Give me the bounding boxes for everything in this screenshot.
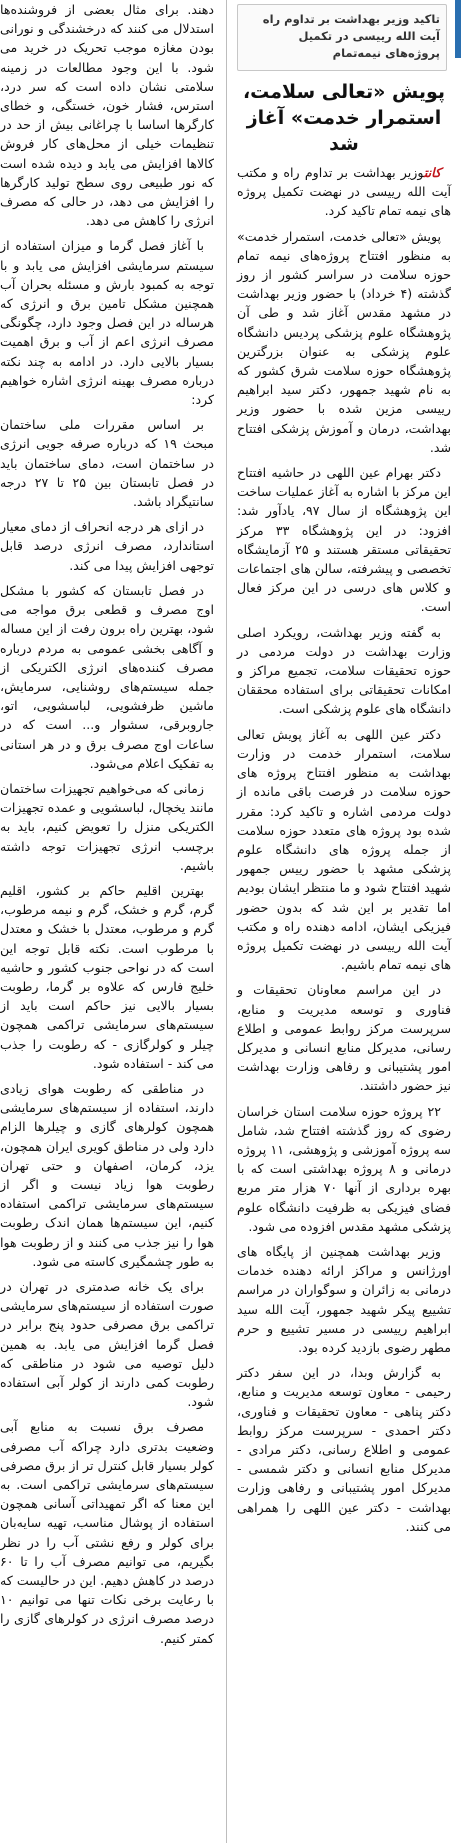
article-paragraph: بهترین اقلیم حاکم بر کشور، اقلیم گرم، گرم و خشک، گرم و نیمه مرطوب، گرم و مرطوب، معتدل با خشک و معتدل با مرطوب است. نکته قابل توجه این است که در نواحی جنوب کشور و حاشیه خلیج فارس که علاوه بر گرما، رطوبت بسیار بالایی نیز حاکم است باید از سیستم‌های سرمایشی تراکمی همچون چیلر و کولرگازی - که رطوبت را جذب می کند - استفاده شود.: [0, 882, 214, 1071]
news-article-column: [231, 0, 461, 1843]
energy-article-column: [0, 0, 218, 1843]
article-paragraph: دکتر بهرام عین اللهی در حاشیه افتتاح این مرکز با اشاره به آغاز عملیات ساخت این پژوهشگاه از سال ۹۷، یادآور شد: افزود: در این پژوهشگاه ۳۳ مرکز تحقیقاتی مستقر هستند و ۲۵ آزمایشگاه تخصصی و پیشرفته، سالن های اجتماعات و کلاس های درسی در این مرکز فعال است.: [237, 465, 452, 615]
article-paragraph: برای یک خانه صدمتری در تهران در صورت استفاده از سیستم‌های سرمایشی تراکمی برق مصرفی حدود پنج برابر در فصل گرما افزایش می یابد. به همین دلیل توصیه می شود در مناطقی که رطوبت کمی دارند از کولر آبی استفاده شود.: [0, 1279, 214, 1410]
article-paragraph: ۲۲ پروژه حوزه سلامت استان خراسان رضوی که روز گذشته افتتاح شد، شامل سه پروژه آموزشی و پژوهشی، ۱۱ پروژه درمانی و ۸ پروژه بهداشتی است که با بهره برداری از آنها ۷۰ هزار متر مربع فضای فیزیکی به ظرفیت دانشگاه علوم پزشکی مشهد مقدس افزوده می شود.: [237, 1103, 451, 1234]
article-lead-text: وزیر بهداشت بر تداوم راه و مکتب آیت الله رییسی در نهضت تکمیل پروژه های نیمه تمام تاکید کرد.: [237, 165, 451, 219]
article-paragraph: در مناطقی که رطوبت هوای زیادی دارند، استفاده از سیستم‌های سرمایشی همچون کولرهای گازی و چیلرها الزام دارد ولی در مناطق کویری ایران همچون، یزد، کرمان، اصفهان و حتی تهران رطوبت هوا زیاد نیست و اگر از سیستم‌های سرمایشی تراکمی استفاده کنیم، این سیستم‌ها همان اندک رطوبت هوا را نیز جذب می کنند و از رطوبت هوا به طور چشمگیری کاسته می شود.: [0, 1080, 214, 1269]
article-paragraph: با آغاز فصل گرما و میزان استفاده از سیستم سرمایشی افزایش می یابد و با توجه به کمبود بارش و مسئله بحران آب همچنین مشکل تامین برق و انرژی که هرساله در این فصل وجود دارد، چگونگی مصرف انرژی اعم از آب و برق اهمیت بسیار بالایی دارد. در ادامه به چند نکته درباره مصرف بهینه انرژی اشاره خواهیم کرد:: [0, 238, 214, 408]
article-lead-paragraph: [237, 163, 451, 221]
article-headline: پویش «تعالی سلامت، استمرار خدمت» آغاز شد: [242, 81, 446, 155]
news-source-tag: کانت: [423, 165, 441, 180]
article-paragraph: در ازای هر درجه انحراف از دمای معیار استاندارد، مصرف انرژی درصد قابل توجهی افزایش پیدا می کند.: [0, 519, 214, 573]
energy-article-body: [0, 0, 214, 1648]
column-divider: [226, 0, 227, 1843]
article-paragraph: مصرف برق نسبت به منابع آبی وضعیت بدتری دارد چراکه آب مصرفی کولر بسیار قابل کنترل تر از برق مصرفی سیستم‌های سرمایشی تراکمی است. به این معنا که اگر تمهیداتی آسانی همچون استفاده از پوشال مناسب، تهیه سایه‌بان برای کولر و رفع نشتی آب را در نظر بگیریم، می توانیم مصرف آب را تا ۶۰ درصد در کاهش دهیم. این در حالیست که با رعایت برخی نکات تنها می توانیم ۱۰ درصد مصرف انرژی در کولرهای گازی را کمتر کنیم.: [0, 1419, 214, 1646]
article-paragraph: دهند. برای مثال بعضی از فروشنده‌ها استدلال می کنند که درخشندگی و نورانی بودن مغازه موجب تحریک در خرید می شود. با این وجود مطالعات در زمینه سلامتی نشان داده است که سر درد، استرس، فشار خون، خستگی، و خطای کارگرها اساسا با چراغانی بیش از حد در تنظیمات خیلی از محل‌های کار فروش کالاها افزایش می یابد و دیده شده است که نور طبیعی روی سطح تولید کارگرها را افزایش می دهد، در حالی که مصرف انرژی را کاهش می دهد.: [0, 2, 214, 229]
article-body: [237, 163, 451, 1536]
section-accent-stripe: [455, 0, 461, 58]
article-paragraph: پویش «تعالی خدمت، استمرار خدمت» به منظور افتتاح پروژه‌های نیمه تمام حوزه سلامت در سراسر کشور از روز گذشته (۴ خرداد) با حضور وزیر بهداشت در مشهد مقدس آغاز شد و طی آن پژوهشگاه علوم پزشکی پردیس دانشگاه علوم پزشکی به عنوان بزرگترین پژوهشگاه حوزه سلامت شرق کشور که به نام شهید جمهور، دکتر سید ابراهیم رییسی مزین شده با حضور وزیر بهداشت، درمان و آموزش پزشکی افتتاح شد.: [237, 228, 451, 455]
article-paragraph: دکتر عین اللهی به آغاز پویش تعالی سلامت، استمرار خدمت در وزارت بهداشت به منظور افتتاح پروژه های حوزه سلامت در فرصت باقی مانده از دولت مردمی اشاره و تاکید کرد: مقرر شده بود پروژه های متعدد حوزه سلامت از جمله پروژه های دانشگاه علوم پزشکی مشهد با حضور رییس جمهور شهید افتتاح شود و ما منتظر ایشان بودیم اما تقدیر بر این شد که بدون حضور فیزیکی ایشان، ادامه دهنده راه و مکتب آیت الله رییسی در نهضت تکمیل پروژه های نیمه تمام باشیم.: [237, 726, 451, 973]
article-kicker: تاکید وزیر بهداشت بر تداوم راه آیت الله رییسی در تکمیل پروژه‌های نیمه‌تمام: [262, 12, 440, 60]
kicker-box: [237, 4, 447, 71]
article-paragraph: زمانی که می‌خواهیم تجهیزات ساختمان مانند یخچال، لباسشویی و عمده تجهیزات الکتریکی منزل را تعویض کنیم، باید به برچسب انرژی تجهیزات توجه داشته باشیم.: [0, 780, 214, 873]
article-paragraph: در فصل تابستان که کشور با مشکل اوج مصرف و قطعی برق مواجه می شود، بهترین راه برون رفت از این مساله و آگاهی بخشی عمومی به مردم درباره مصرف کننده‌های انرژی الکتریکی از جمله سیستم‌های روشنایی، سرمایش، ماشین ظرفشویی، لباسشویی، اتو، جاروبرقی، سشوار و... است که در ساعات اوج مصرف برق و در هر استانی به تفکیک اعلام می‌شود.: [0, 582, 214, 771]
article-paragraph: به گفته وزیر بهداشت، رویکرد اصلی وزارت بهداشت در دولت مردمی در حوزه تحقیقات سلامت، تجمیع مراکز و امکانات تحقیقاتی برای استفاده محققان دانشگاه های علوم پزشکی است.: [237, 624, 451, 717]
article-paragraph: به گزارش وبدا، در این سفر دکتر رحیمی - معاون توسعه مدیریت و منابع، دکتر پناهی - معاون تحقیقات و فناوری، دکتر احمدی - سرپرست مرکز روابط عمومی و اطلاع رسانی، دکتر مرادی - مدیرکل منابع انسانی و دکتر شمسی - مدیرکل امور پشتیبانی و رفاهی وزارت بهداشت - دکتر عین اللهی را همراهی می کنند.: [237, 1365, 451, 1534]
article-paragraph: بر اساس مقررات ملی ساختمان مبحث ۱۹ که درباره صرفه جویی انرژی در ساختمان است، دمای ساختمان باید در فصل تابستان بین ۲۵ تا ۲۷ درجه سانتیگراد باشد.: [0, 417, 215, 510]
article-paragraph: در این مراسم معاونان تحقیقات و فناوری و توسعه مدیریت و منابع، سرپرست مرکز روابط عمومی و اطلاع رسانی، مدیرکل منابع انسانی و مدیرکل امور پشتیبانی و رفاهی وزارت بهداشت نیز حضور داشتند.: [237, 982, 451, 1094]
article-paragraph: وزیر بهداشت همچنین از پایگاه های اورژانس و مراکز ارائه دهنده خدمات درمانی به زائران و سوگواران در مراسم تشییع پیکر شهید جمهور، آیت الله سید ابراهیم رییسی در مسیر تشییع و حرم مطهر رضوی بازدید کرده بود.: [237, 1243, 451, 1355]
